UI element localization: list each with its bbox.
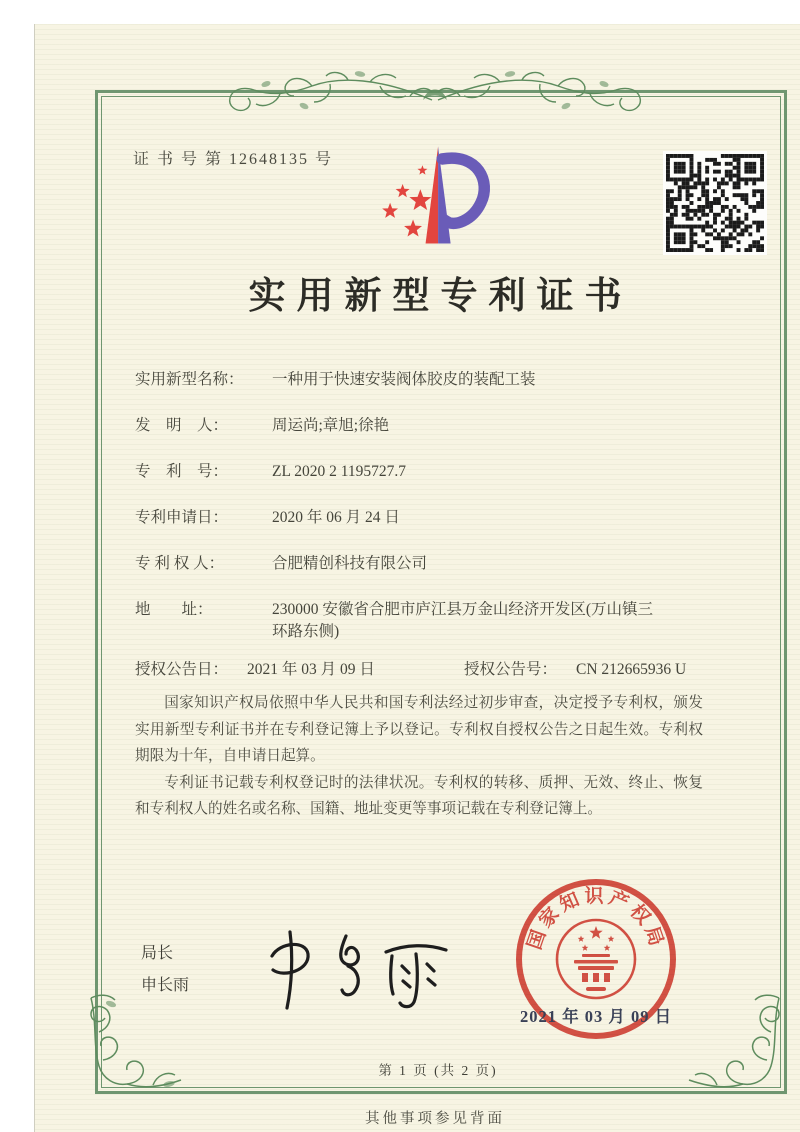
seal-emblem [557,920,635,998]
field-row-filing-date [135,507,701,529]
grant-date-value: 2021 年 03 月 09 日 [247,661,375,678]
field-value: 2020 年 06 月 24 日 [272,509,400,526]
certificate-paper [34,24,800,1132]
field-value: 一种用于快速安装阀体胶皮的装配工装 [272,371,536,388]
director-title: 局长 [141,945,174,962]
field-row-inventors [135,415,701,437]
director-name: 申长雨 [141,977,190,994]
seal-date: 2021 年 03 月 09 日 [519,1007,673,1026]
director-signature [260,926,460,1014]
top-border-ornament [220,68,650,122]
field-label: 专 利 号： [135,463,229,480]
legal-paragraph-1: 国家知识产权局依照中华人民共和国专利法经过初步审查，决定授予专利权，颁发实用新型专利证书并在专利登记簿上予以登记。专利权自授权公告之日起生效。专利权期限为十年，自申请日起算。 [135,695,703,764]
field-label: 专利申请日： [135,509,229,526]
legal-paragraph-2: 专利证书记载专利权登记时的法律状况。专利权的转移、质押、无效、终止、恢复和专利权人的姓名或名称、国籍、地址变更等事项记载在专利登记簿上。 [135,774,703,817]
cnipa-logo-icon [371,136,501,256]
grant-number-value: CN 212665936 U [576,661,687,678]
field-row-patentee [135,553,701,575]
page-number: 第 1 页 (共 2 页) [378,1063,498,1078]
field-row-patent-number [135,461,701,483]
certificate-number: 证 书 号 第 12648135 号 [133,151,334,168]
logo-stars [382,165,431,236]
certificate-title: 实用新型专利证书 [248,276,633,317]
field-list [135,369,701,681]
back-side-note: 其他事项参见背面 [365,1111,505,1127]
legal-text [135,690,703,823]
field-label: 地 址： [135,601,213,618]
official-seal [512,875,680,1043]
field-row-address [135,599,701,643]
field-label: 专 利 权 人： [135,555,225,572]
svg-text:国家知识产权局 [523,884,668,952]
field-row-grant [135,659,701,681]
field-label: 实用新型名称： [135,371,244,388]
field-row-name [135,369,701,391]
field-label: 发 明 人： [135,417,229,434]
grant-number-label: 授权公告号： [464,661,558,678]
field-value: 周运尚;章旭;徐艳 [272,417,390,434]
seal-text: 国家知识产权局 [524,886,668,953]
qr-code [663,151,767,255]
grant-date-label: 授权公告日： [135,661,229,678]
field-value: 合肥精创科技有限公司 [272,555,428,572]
field-value: 230000 安徽省合肥市庐江县万金山经济开发区(万山镇三环路东侧) [272,601,654,640]
field-value: ZL 2020 2 1195727.7 [272,463,407,480]
